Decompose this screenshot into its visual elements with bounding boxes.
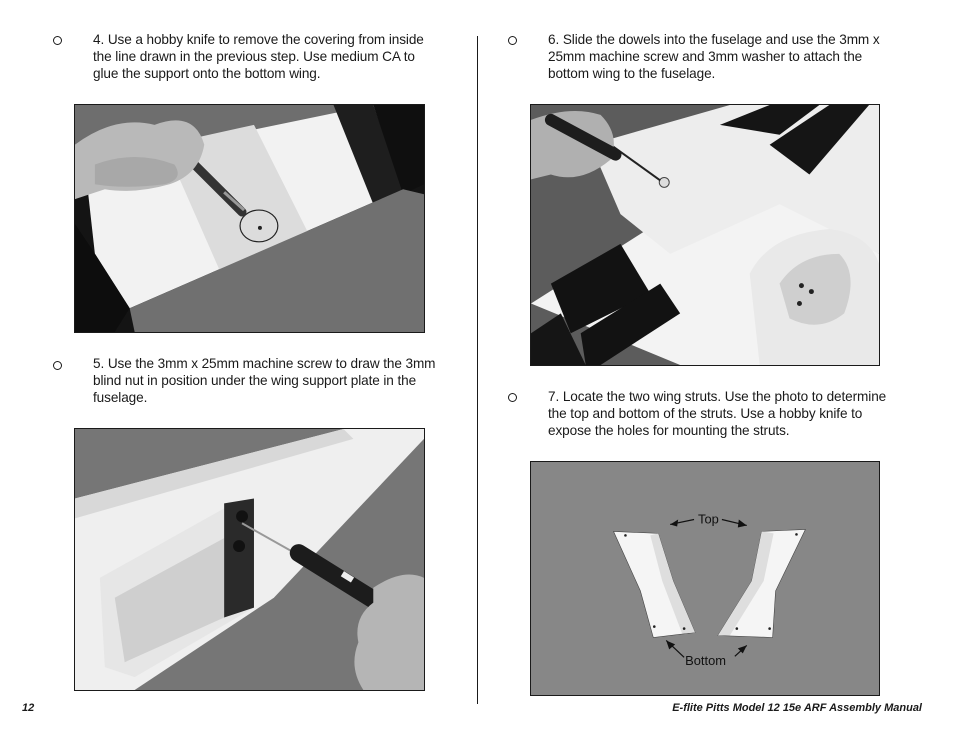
checkbox-bullet-step-7 xyxy=(508,393,517,402)
step-4-text xyxy=(93,31,443,82)
step-7-instruction: 7. Locate the two wing struts. Use the photo to determine the top and bottom of the struts. Use a hobby knife to expose the holes for mounting the struts. xyxy=(548,389,887,438)
step-6-text xyxy=(548,31,888,82)
step-5-instruction: 5. Use the 3mm x 25mm machine screw to draw the 3mm blind nut in position under the wing support plate in the fuselage. xyxy=(93,356,436,405)
photo-step-6-wing-attach xyxy=(530,104,880,366)
step-7-text xyxy=(548,388,903,439)
checkbox-bullet-step-5 xyxy=(53,361,62,370)
manual-title: E-flite Pitts Model 12 15e ARF Assembly Manual xyxy=(672,702,922,714)
photo-step-5-blind-nut xyxy=(74,428,425,691)
page-number: 12 xyxy=(22,702,35,714)
photo-step-7-wing-struts xyxy=(530,461,880,696)
step-6-instruction: 6. Slide the dowels into the fuselage and use the 3mm x 25mm machine screw and 3mm washer to attach the bottom wing to the fuselage. xyxy=(548,32,880,81)
column-divider xyxy=(477,36,478,704)
label-top: Top xyxy=(698,511,719,527)
step-4-instruction: 4. Use a hobby knife to remove the covering from inside the line drawn in the previous step. Use medium CA to glue the support onto the bottom wing. xyxy=(93,32,424,81)
photo-step-4-hobby-knife xyxy=(74,104,425,333)
step-5-text xyxy=(93,355,443,406)
checkbox-bullet-step-4 xyxy=(53,36,62,45)
checkbox-bullet-step-6 xyxy=(508,36,517,45)
label-bottom: Bottom xyxy=(685,653,727,669)
